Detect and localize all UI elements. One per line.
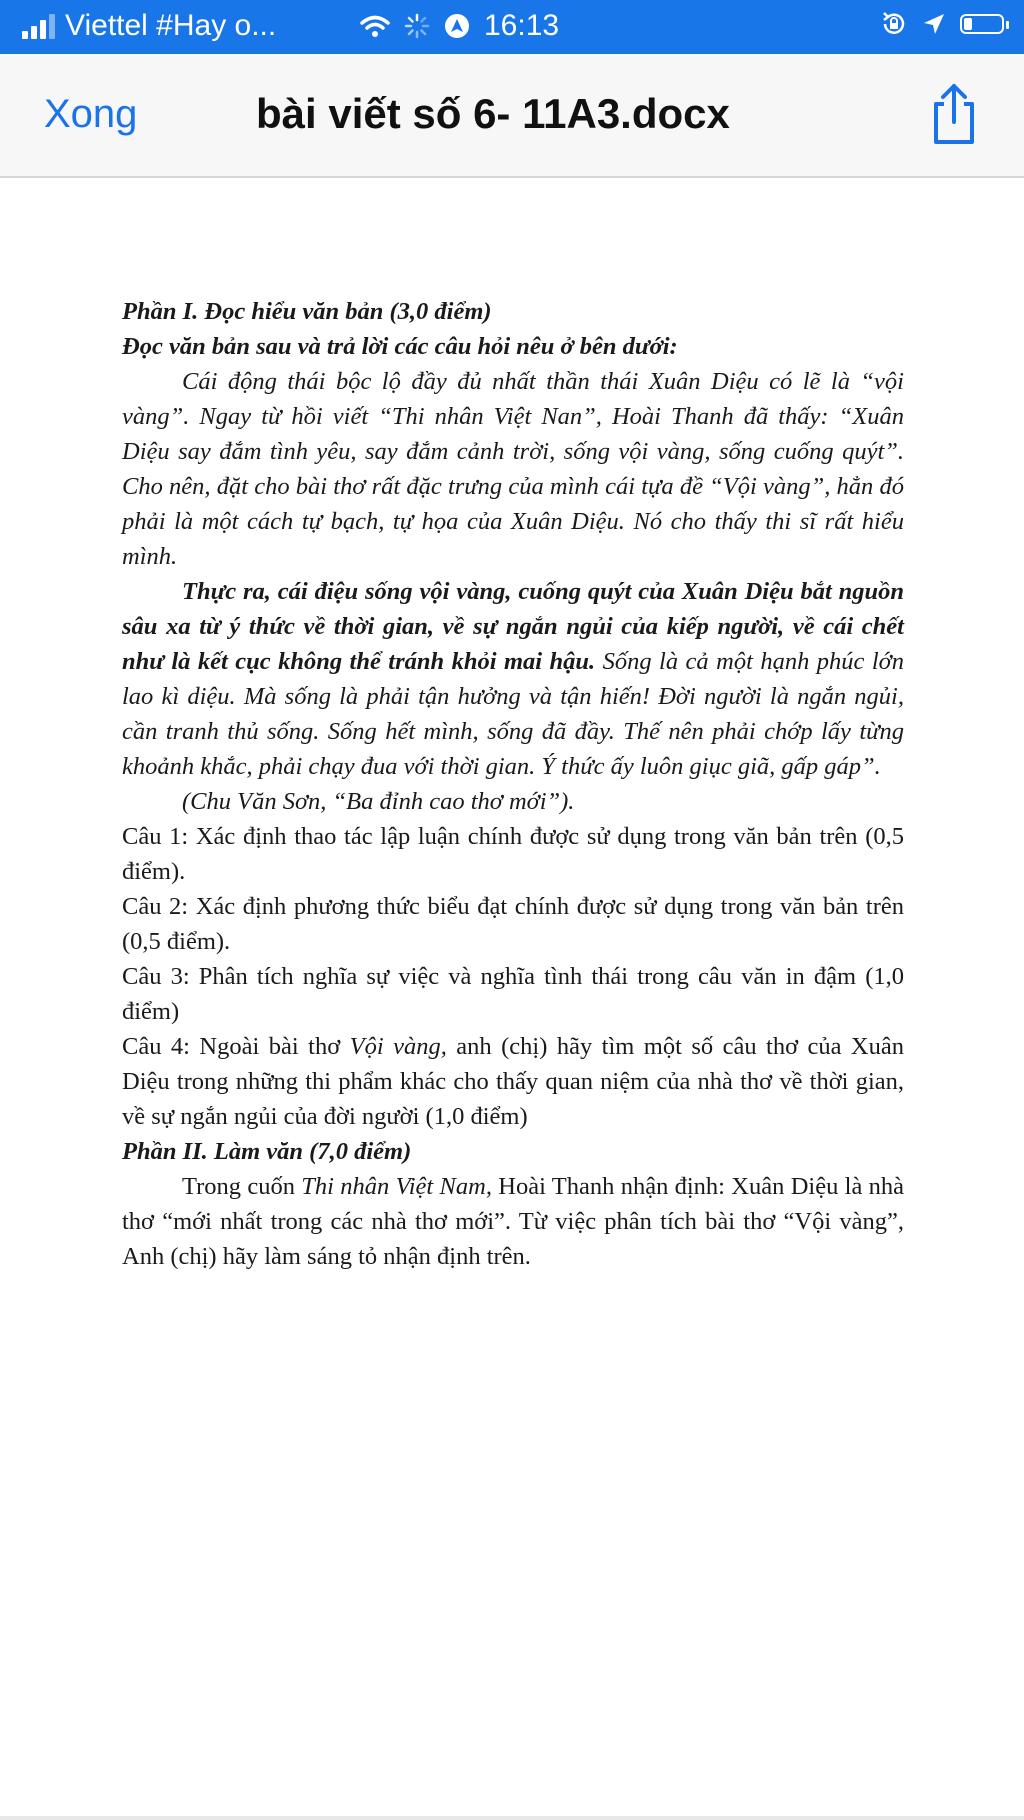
section-heading-1: Phần I. Đọc hiểu văn bản (3,0 điểm) [122, 298, 492, 325]
clock: 16:13 [484, 9, 560, 42]
status-bar [0, 0, 1024, 54]
book-title: Thi nhân Việt Nam, [301, 1173, 492, 1200]
loading-icon [404, 13, 430, 39]
share-icon[interactable] [924, 82, 984, 146]
status-left [22, 9, 276, 43]
poem-title: Vội vàng, [349, 1033, 447, 1060]
question-2: Câu 2: Xác định phương thức biểu đạt chính được sử dụng trong văn bản trên (0,5 điểm). [122, 893, 904, 955]
battery-icon [960, 14, 1004, 34]
status-right [880, 10, 1004, 38]
rotation-lock-icon [880, 10, 908, 38]
question-4-end: anh (chị) hãy tìm một số câu thơ của Xuân Diệu trong những thi phẩm khác cho thấy quan niệm của nhà thơ về thời gian, về sự ngắn ngủi của đời người (1,0 điểm) [122, 1033, 904, 1130]
question-4 [122, 1029, 904, 1134]
done-button[interactable]: Xong [44, 92, 138, 136]
navigation-bar [0, 54, 1024, 178]
bottom-divider [0, 1816, 1024, 1820]
passage-paragraph-2-rest: Sống là cả một hạnh phúc lớn lao kì diệu. Mà sống là phải tận hưởng và tận hiến! Đời người là ngắn ngủi, cần tranh thủ sống. Sống hết mình, sống đã đầy. Thế nên phải chớp lấy từng khoảnh khắc, phải chạy đua với thời gian. Ý thức ấy luôn giục giã, gấp gáp”. [122, 648, 904, 780]
question-1: Câu 1: Xác định thao tác lập luận chính được sử dụng trong văn bản trên (0,5 điểm). [122, 823, 904, 885]
signal-icon [22, 13, 55, 39]
essay-prompt [122, 1169, 904, 1274]
carrier-name: Viettel #Hay o... [65, 9, 277, 42]
status-center [360, 9, 559, 43]
essay-prompt-start: Trong cuốn [182, 1173, 302, 1200]
bold-sentence: Thực ra, cái điệu sống vội vàng, cuống quýt của Xuân Diệu bắt nguồn sâu xa từ ý thức về thời gian, về sự ngắn ngủi của kiếp người, về cái chết như là kết cục không thể tránh khỏi mai hậu. [122, 578, 904, 675]
wifi-icon [360, 14, 390, 38]
instruction-line: Đọc văn bản sau và trả lời các câu hỏi nêu ở bên dưới: [122, 333, 678, 360]
document-body [122, 294, 904, 1274]
question-4-start: Câu 4: Ngoài bài thơ [122, 1033, 350, 1060]
source-citation: (Chu Văn Sơn, “Ba đỉnh cao thơ mới”). [182, 788, 575, 815]
question-3: Câu 3: Phân tích nghĩa sự việc và nghĩa tình thái trong câu văn in đậm (1,0 điểm) [122, 963, 904, 1025]
passage-paragraph-1: Cái động thái bộc lộ đầy đủ nhất thần thái Xuân Diệu có lẽ là “vội vàng”. Ngay từ hồi viết “Thi nhân Việt Nan”, Hoài Thanh đã thấy: “Xuân Diệu say đắm tình yêu, say đắm cảnh trời, sống vội vàng, sống cuống quýt”. Cho nên, đặt cho bài thơ rất đặc trưng của mình cái tựa đề “Vội vàng”, hẳn đó phải là một cách tự bạch, tự họa của Xuân Diệu. Nó cho thấy thi sĩ rất hiểu mình. [122, 368, 904, 570]
document-title: bài viết số 6- 11A3.docx [256, 90, 730, 137]
vpn-icon [444, 13, 470, 39]
location-icon [922, 12, 946, 36]
essay-prompt-end: Hoài Thanh nhận định: Xuân Diệu là nhà thơ “mới nhất trong các nhà thơ mới”. Từ việc phân tích bài thơ “Vội vàng”, Anh (chị) hãy làm sáng tỏ nhận định trên. [122, 1173, 905, 1270]
section-heading-2: Phần II. Làm văn (7,0 điểm) [122, 1138, 412, 1165]
passage-paragraph-2 [122, 574, 904, 784]
